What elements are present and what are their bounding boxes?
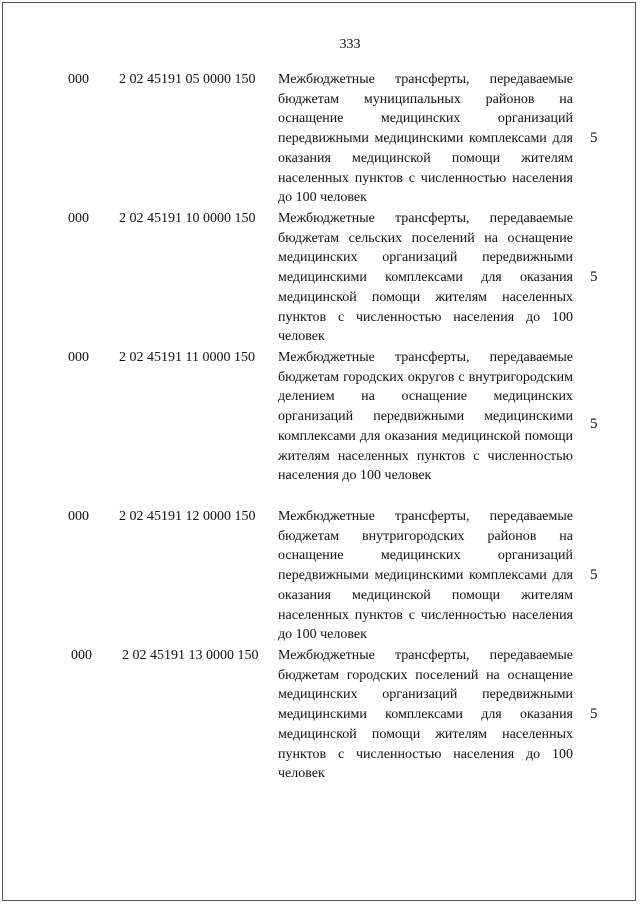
budget-code: 2 02 45191 05 0000 150 [119,72,256,87]
income-description: Межбюджетные трансферты, передаваемые бюджетам городских округов с внутригородским делением на оснащение медицинских организаций передвижными медицинскими комплексами для оказания медицинской помощи жителям населенных пунктов с численностью населения до 100 человек [278,350,573,484]
amount-value: 5 [590,567,598,583]
amount-value: 5 [590,130,598,146]
budget-code: 2 02 45191 10 0000 150 [119,211,256,226]
amount-value: 5 [590,269,598,285]
income-description: Межбюджетные трансферты, передаваемые бюджетам городских поселений на оснащение медицинских организаций передвижными медицинскими комплексами для оказания медицинской помощи жителям населенных пунктов с численностью населения до 100 человек [278,648,573,782]
admin-code: 000 [68,211,89,226]
income-description: Межбюджетные трансферты, передаваемые бюджетам муниципальных районов на оснащение медицинских организаций передвижными медицинскими комплексами для оказания медицинской помощи жителям населенных пунктов с численностью населения до 100 человек [278,72,573,206]
budget-code: 2 02 45191 13 0000 150 [122,648,259,663]
budget-code: 2 02 45191 11 0000 150 [119,350,255,365]
admin-code: 000 [68,350,89,365]
admin-code: 000 [68,509,89,524]
page-number: 333 [339,37,361,52]
amount-value: 5 [590,706,598,722]
amount-value: 5 [590,416,598,432]
income-description: Межбюджетные трансферты, передаваемые бюджетам сельских поселений на оснащение медицинских организаций передвижными медицинскими комплексами для оказания медицинской помощи жителям населенных пунктов с численностью населения до 100 человек [278,211,573,345]
income-description: Межбюджетные трансферты, передаваемые бюджетам внутригородских районов на оснащение медицинских организаций передвижными медицинскими комплексами для оказания медицинской помощи жителям населенных пунктов с численностью населения до 100 человек [278,509,573,643]
admin-code: 000 [71,648,92,663]
budget-code: 2 02 45191 12 0000 150 [119,509,256,524]
admin-code: 000 [68,72,89,87]
